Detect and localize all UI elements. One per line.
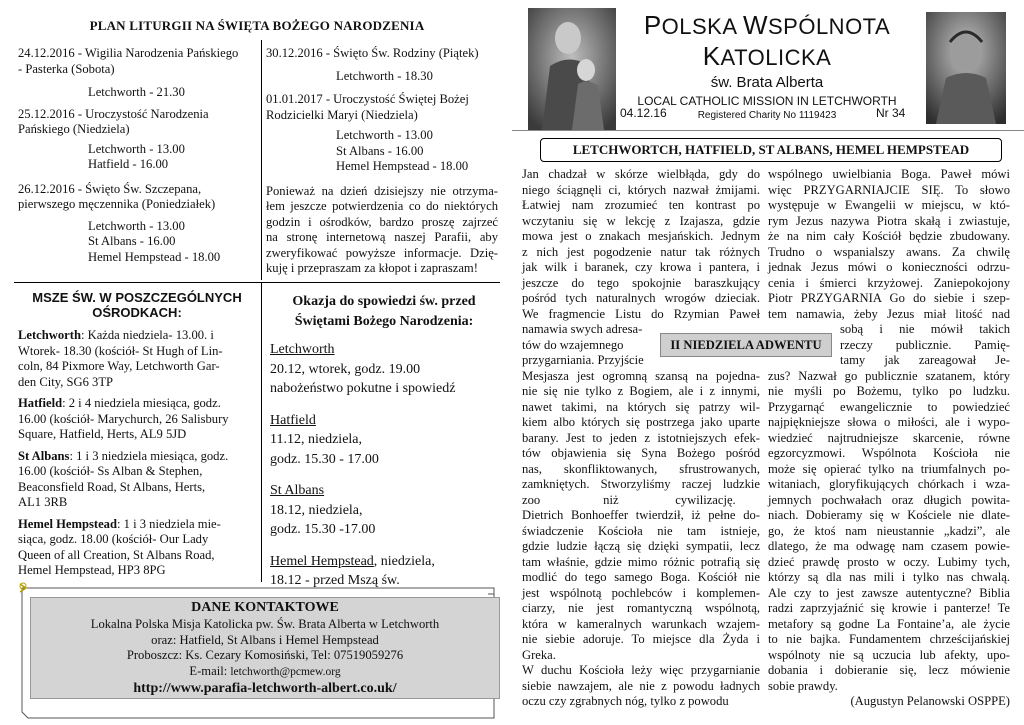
article-line: witaniach, gloryfikujących chórkach i wza- bbox=[768, 477, 1010, 491]
event-date-line: 24.12.2016 - Wigilia Narodzenia Pańskiego bbox=[18, 46, 239, 60]
schedule-right-column bbox=[266, 46, 498, 277]
brother-albert-portrait bbox=[528, 8, 616, 130]
confession-title-line: Okazja do spowiedzi św. przed bbox=[292, 294, 476, 309]
confession-line: godz. 15.30 -17.00 bbox=[270, 522, 376, 537]
article-column-1 bbox=[522, 167, 760, 710]
title-part: ATOLICKA bbox=[720, 45, 832, 70]
confession-title-line: Świętami Bożego Narodzenia: bbox=[294, 314, 474, 329]
article-line: go, że ktoś nam nieustannie „kadzi”, ale bbox=[768, 523, 1010, 538]
article-line: że na nim cały Kościół będzie zbudowany. bbox=[768, 229, 1010, 243]
event-time: Letchworth - 13.00 bbox=[88, 141, 185, 156]
event-date-line: 30.12.2016 - Święto Św. Rodziny (Piątek) bbox=[266, 46, 479, 60]
event-time: St Albans - 16.00 bbox=[88, 234, 176, 248]
mass-line: coln, 84 Pixmore Way, Letchworth Gar- bbox=[18, 359, 220, 373]
article-line: która w kameralnych warunkach wzajem- bbox=[522, 616, 760, 631]
confession-line: 18.12 - przed Mszą św. bbox=[270, 573, 400, 588]
article-line: Greka. bbox=[522, 647, 556, 662]
mass-item bbox=[18, 328, 256, 390]
mass-times-title-line: OŚRODKACH: bbox=[92, 305, 182, 320]
mass-place: Hatfield bbox=[18, 396, 63, 410]
event-time: Letchworth - 13.00 bbox=[336, 128, 433, 142]
article-line: zamkniętych. Stworzyliśmy raczej ludzkie bbox=[522, 477, 760, 491]
article-line: Dietrich Bonhoeffer twierdził, iż pełne do- bbox=[522, 508, 760, 522]
event-time: Hemel Hempstead - 18.00 bbox=[336, 159, 469, 173]
confession-place: Hatfield bbox=[270, 412, 316, 428]
schedule-note bbox=[266, 184, 498, 277]
mass-times-section bbox=[18, 290, 256, 585]
note-line: kuję i przepraszam za kłopot i zapraszam! bbox=[266, 261, 478, 275]
article-line: najpiękniejsze słowa o miłości, ale i wypo- bbox=[768, 415, 1010, 429]
event-time: Hemel Hempstead - 18.00 bbox=[88, 249, 221, 264]
mass-times-list bbox=[18, 328, 256, 579]
title-initial: K bbox=[702, 41, 721, 71]
portrait-illustration bbox=[926, 12, 1006, 124]
section-divider bbox=[14, 282, 500, 283]
event-time: Letchworth - 13.00 bbox=[88, 218, 185, 233]
article-line: dlatego, że ma odwagę nam czasem powie- bbox=[768, 539, 1010, 553]
masthead-rule bbox=[512, 130, 1024, 131]
parish-name bbox=[616, 10, 918, 72]
article-line: jednak Jezus mówi o konieczności odrzu- bbox=[768, 260, 1010, 274]
article-line: mowa jest o znakach mesjańskich. Jednym bbox=[522, 229, 760, 243]
masthead bbox=[616, 10, 918, 121]
schedule-divider bbox=[261, 40, 262, 280]
article-line: nawet takimi, na których się patrzy wil- bbox=[522, 399, 760, 414]
article-col1-continued bbox=[522, 369, 760, 710]
article-line: Jan chadzał w skórze wielbłąda, gdy do bbox=[522, 167, 760, 181]
mass-line: Square, Hatfield, Herts, AL9 5JD bbox=[18, 427, 187, 441]
article-line: Przygarnąć ewangelicznie to powiedzieć bbox=[768, 399, 1010, 414]
article-line: z nich jest pogodzenie natur tak różnych bbox=[522, 244, 760, 259]
article-line: wiedzieć najtrudniejsze skarcenie, równe bbox=[768, 430, 1010, 445]
article-line: niach. Dobieramy się w Kościele nie dlate- bbox=[768, 508, 1010, 522]
article-line: barany. Jest to jeden z istotniejszych efek- bbox=[522, 430, 760, 445]
confession-line: 11.12, niedziela, bbox=[270, 432, 363, 447]
article-line: gdzie ludzie łączą się dzięki sympatii, lecz bbox=[522, 539, 760, 553]
note-line: łem jeszcze potwierdzenia co do niektórych bbox=[266, 199, 498, 213]
email-label: E-mail: bbox=[189, 663, 231, 678]
article-line: modlić do tego samego Boga. Kościół nie bbox=[522, 570, 760, 584]
article-column-2 bbox=[768, 167, 1010, 710]
article-line: tam właśnie, gdzie mimo różnic potrafią się bbox=[522, 554, 760, 569]
confession-line: godz. 15.30 - 17.00 bbox=[270, 451, 379, 467]
website-link[interactable]: http://www.parafia-letchworth-albert.co.uk/ bbox=[133, 681, 397, 696]
mission-name: LOCAL CATHOLIC MISSION IN LETCHWORTH bbox=[637, 94, 897, 108]
article-line: nie się nie tylko z Bogiem, ale i z innymi, bbox=[522, 384, 760, 398]
title-part: SPÓLNOTA bbox=[767, 14, 891, 39]
article-line: metafory są godne La Fontaine’a, ale życie bbox=[768, 616, 1010, 631]
contact-line: Lokalna Polska Misja Katolicka pw. Św. Brata Alberta w Letchworth bbox=[90, 617, 440, 631]
article-line: tamy jak zareagował Je- bbox=[840, 353, 1010, 367]
contact-line: Proboszcz: Ks. Cezary Komosiński, Tel: 07519059276 bbox=[126, 648, 404, 662]
event-time: Letchworth - 21.30 bbox=[88, 85, 185, 99]
mass-line: Wtorek- 18.30 (kościół- St Hugh of Lin- bbox=[18, 343, 223, 358]
contact-email-line bbox=[31, 664, 499, 681]
confession-line: nabożeństwo pokutne i spowiedź bbox=[270, 381, 456, 396]
title-initial: P bbox=[643, 10, 662, 40]
mass-line: Queen of all Creation, St Albans Road, bbox=[18, 547, 215, 562]
mass-line: Hemel Hempstead, HP3 8PG bbox=[18, 563, 166, 577]
title-part: OLSKA bbox=[661, 14, 743, 39]
event-date-line: - Pasterka (Sobota) bbox=[18, 61, 115, 76]
article-line: egzorcyzmowi. Wspólnota Kościoła nie bbox=[768, 446, 1010, 460]
portrait-illustration bbox=[528, 8, 616, 130]
article-line: niego ściągnęli ci, których nazwał żmijami. bbox=[522, 182, 760, 197]
confession-item bbox=[270, 411, 498, 470]
mass-line: : Każda niedziela- 13.00. i bbox=[80, 328, 214, 342]
event-date-line: Pańskiego (Niedziela) bbox=[18, 122, 130, 136]
issue-number: Nr 34 bbox=[876, 106, 906, 120]
mass-times-title-line: MSZE ŚW. W POSZCZEGÓLNYCH bbox=[32, 290, 242, 305]
mass-line: : 2 i 4 niedziela miesiąca, godz. bbox=[62, 396, 221, 410]
article-line: świadczenie Kościoła nie tam istnieje, bbox=[522, 523, 760, 538]
title-initial: W bbox=[742, 10, 768, 40]
article-line: nas, skonfliktowanych, sfrustrowanych, bbox=[522, 461, 760, 476]
advent-label: II NIEDZIELA ADWENTU bbox=[660, 333, 832, 357]
article-line: namawia swych adresa- bbox=[522, 322, 643, 336]
event-date-line: Rodzicielki Maryi (Niedziela) bbox=[266, 107, 418, 122]
article-line: siebie nawzajem, ale nie z powodu ładnych bbox=[522, 678, 760, 693]
note-line: godzin i ośrodków, bardzo proszę zajrzeć bbox=[266, 214, 498, 229]
article-line: dobania i dobieranie się, lecz mówienie bbox=[768, 663, 1010, 677]
article-line: We fragmencie Listu do Rzymian Paweł bbox=[522, 306, 760, 321]
article-line: dzieć prawdę prosto w oczy. Lubimy tych, bbox=[768, 554, 1010, 569]
mass-item bbox=[18, 517, 256, 579]
ecce-homo-portrait bbox=[926, 12, 1006, 124]
issue-date: 04.12.16 bbox=[620, 106, 667, 120]
article-line: Piotr PRZYGARNIA Go do siebie i szep- bbox=[768, 291, 1010, 305]
parish-subtitle: św. Brata Alberta bbox=[710, 74, 824, 91]
mass-line: den City, SG6 3TP bbox=[18, 374, 114, 389]
article-line: Łatwiej nam zrozumieć ten kontrast po bbox=[522, 198, 760, 212]
article-line: występuje w Ewangelii w miejscu, w któ- bbox=[768, 198, 1010, 212]
liturgy-plan-title: PLAN LITURGII NA ŚWIĘTA BOŻEGO NARODZENIA bbox=[89, 18, 425, 33]
confession-section bbox=[270, 292, 498, 603]
charity-number: Registered Charity No 1119423 bbox=[697, 110, 837, 121]
article-line: nie siebie adoruje. To miejsce dla Żyda i bbox=[522, 632, 760, 646]
mass-line: AL1 3RB bbox=[18, 495, 68, 509]
confession-line: 20.12, wtorek, godz. 19.00 bbox=[270, 361, 421, 377]
note-line: zweryfikować powyższe informacje. Dzię- bbox=[266, 245, 498, 260]
mass-line: Beaconsfield Road, St Albans, Herts, bbox=[18, 479, 206, 494]
note-line: Ponieważ na dzień dzisiejszy nie otrzyma- bbox=[266, 183, 498, 198]
article-line: tów objawienia się Syna Bożego pośród bbox=[522, 446, 760, 460]
event-time: Letchworth - 18.30 bbox=[336, 68, 433, 83]
confession-place: Hemel Hempstead bbox=[270, 553, 374, 569]
mass-item bbox=[18, 449, 256, 511]
article-author: (Augustyn Pelanowski OSPPE) bbox=[850, 694, 1010, 708]
article-line: tów do wzajemnego bbox=[522, 337, 624, 352]
article-line: przygarniania. Przyjście bbox=[522, 353, 644, 367]
confession-line: , niedziela, bbox=[373, 553, 435, 569]
article-line: jemnych pochwałach oraz długich powita- bbox=[768, 492, 1010, 507]
article-line: ciarzy, nie jest romantyczną wspólnotą, bbox=[522, 601, 760, 615]
mass-place: St Albans bbox=[18, 448, 70, 463]
article-line: wspólnego uwielbiania Boga. Paweł mówi bbox=[768, 167, 1010, 181]
article-line: sobą i nie mówił takich bbox=[840, 322, 1010, 336]
confession-line: 18.12, niedziela, bbox=[270, 502, 363, 518]
article-line: jeszcze do tego spokojnie baraszkujący bbox=[522, 275, 760, 290]
article-line: pośród tych naturalnych wrogów dzieciak. bbox=[522, 291, 760, 305]
article-line: jak wilk i baranek, czy krowa i pantera, i bbox=[522, 260, 760, 274]
places-banner: LETCHWORTCH, HATFIELD, ST ALBANS, HEMEL HEMPSTEAD bbox=[540, 138, 1002, 162]
confession-place: St Albans bbox=[270, 483, 325, 498]
event-date-line: 26.12.2016 - Święto Św. Szczepana, bbox=[18, 181, 202, 196]
confession-title bbox=[270, 292, 498, 332]
article-line: wspólnoty nie są uczucia lub afekty, upo- bbox=[768, 647, 1010, 662]
mass-times-title bbox=[18, 290, 256, 320]
confession-item bbox=[270, 340, 498, 399]
article-line: wczytaniu się w lekcję z Izajasza, gdzie bbox=[522, 213, 760, 228]
mass-line: 16.00 (kościół- Marychurch, 26 Salisbury bbox=[18, 411, 229, 426]
article-line: Mesjasza jest ogromną szansą na pojedna- bbox=[522, 368, 760, 383]
left-page bbox=[14, 0, 500, 725]
article-line: oczu czy zgrabnych nóg, tylko z powodu bbox=[522, 694, 729, 708]
article-line: kiem albo których się postrzega jako uparte bbox=[522, 415, 760, 429]
article-line: rym Jezus nazywa Piotra skałą i zwiastuje, bbox=[768, 213, 1010, 228]
note-line: na stronę internetową naszej Parafii, aby bbox=[266, 230, 498, 244]
article-line: sobie prawdy. bbox=[768, 678, 838, 693]
article-line: cenia i śmierci krzyżowej. Zaniepokojony bbox=[768, 275, 1010, 290]
event-date-line: 01.01.2017 - Uroczystość Świętej Bożej bbox=[266, 92, 469, 106]
mass-place: Letchworth bbox=[18, 328, 81, 342]
contact-line: oraz: Hatfield, St Albans i Hemel Hempstead bbox=[151, 632, 379, 647]
confession-item bbox=[270, 481, 498, 540]
confession-place: Letchworth bbox=[270, 342, 335, 357]
article-line: Trudno o wspanialszy awans. Za chwilę bbox=[768, 244, 1010, 259]
mass-divider bbox=[261, 282, 262, 582]
mass-line: : 1 i 3 niedziela miesiąca, godz. bbox=[69, 448, 229, 463]
mass-line: siąca, godz. 18.00 (kościół- Our Lady bbox=[18, 532, 209, 546]
event-time: St Albans - 16.00 bbox=[336, 143, 424, 158]
article-line: którzy są dla nas mili i tylko nas chwalą. bbox=[768, 570, 1010, 584]
mass-place: Hemel Hempstead bbox=[18, 516, 117, 531]
article-line: rzeczy publicznie. Pamię- bbox=[840, 337, 1010, 352]
event-date-line: pierwszego męczennika (Poniedziałek) bbox=[18, 197, 216, 211]
contact-title: DANE KONTAKTOWE bbox=[191, 600, 339, 615]
article-line: jest wspólnotą pochlebców i komplemen- bbox=[522, 585, 760, 600]
article-line: radzi zaprzyjaźnić się krowie i panterze! Te bbox=[768, 601, 1010, 615]
event-date-line: 25.12.2016 - Uroczystość Narodzenia bbox=[18, 106, 209, 121]
article-line: tem namawia, żeby Jezus miał litość nad bbox=[768, 306, 1010, 321]
article-line: nie myśli po Bożemu, tylko po ludzku. bbox=[768, 384, 1010, 398]
article-line: to nie bajka. Fundamentem chrześcijańskiej bbox=[768, 632, 1010, 646]
article-line: zoo niż cywilizację. bbox=[522, 492, 736, 507]
article-line: W duchu Kościoła leży więc przygarnianie bbox=[522, 663, 760, 677]
article-line: zus? Nazwał go publicznie szatanem, który bbox=[768, 368, 1010, 383]
article-col2-continued bbox=[768, 369, 1010, 710]
article-line: więc PRZYGARNIAJCIE SIĘ. To słowo bbox=[768, 182, 1010, 197]
event-time: Hatfield - 16.00 bbox=[88, 157, 169, 171]
article-line: może się opierać tylko na triumfalnych po- bbox=[768, 461, 1010, 476]
right-page bbox=[512, 0, 1024, 725]
schedule-left-column bbox=[18, 46, 258, 265]
confession-list bbox=[270, 340, 498, 591]
contact-box bbox=[30, 597, 500, 699]
mass-line: 16.00 (kościół- Ss Alban & Stephen, bbox=[18, 464, 203, 478]
article-line: Ale czy to jest zawsze autentyczne? Biblia bbox=[768, 585, 1010, 600]
mass-item bbox=[18, 396, 256, 443]
email-link[interactable]: letchworth@pcmew.org bbox=[230, 665, 341, 678]
mass-line: : 1 i 3 niedziela mie- bbox=[116, 516, 221, 531]
